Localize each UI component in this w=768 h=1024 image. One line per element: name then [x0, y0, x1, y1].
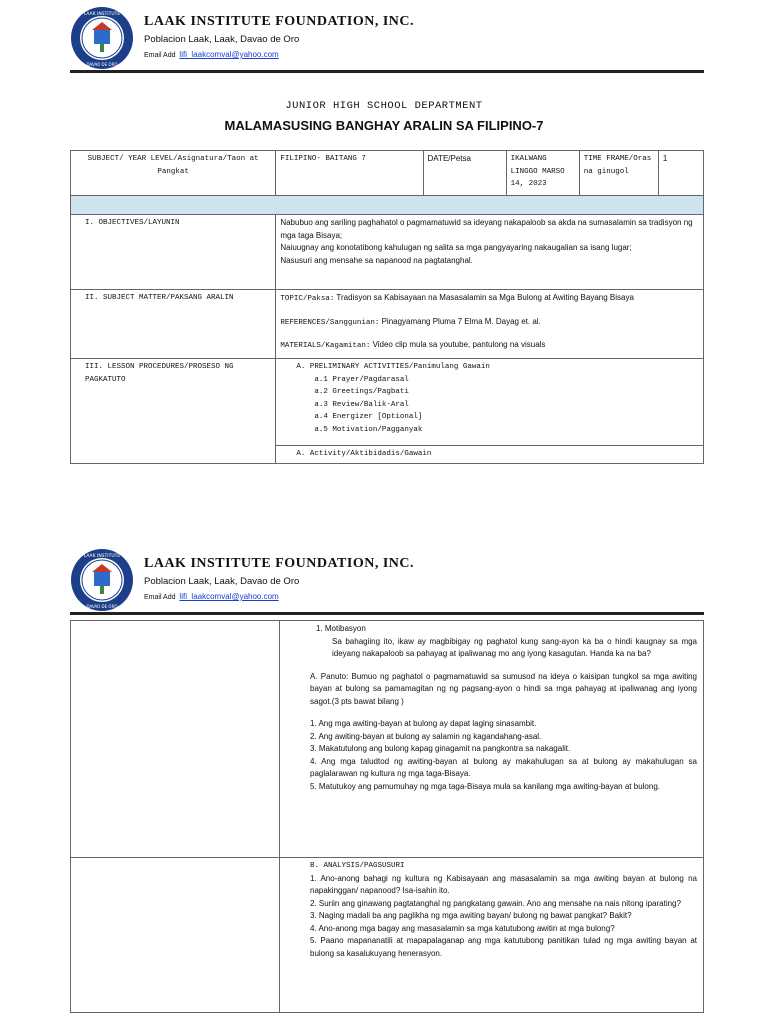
prelim-item-4: a.4 Energizer [Optional] — [314, 413, 423, 421]
analysis-item-1: 1. Ano-anong bahagi ng kultura ng Kabisayaan ang masasalamin sa mga awiting bayan at bulong na napakinggan/ napanood? Isa-isahin ito. — [310, 873, 697, 895]
org-email-line — [144, 50, 279, 59]
objectives-row — [71, 215, 704, 290]
materials-label: MATERIALS/Kagamitan: — [280, 342, 371, 350]
school-seal-logo — [70, 548, 134, 612]
header-rule — [70, 612, 704, 615]
date-value: IKALWANG LINGGO MARSO 14, 2023 — [506, 151, 579, 196]
analysis-item-3: 3. Naging madali ba ang paglikha ng mga awiting bayan/ bulong ng bawat pangkat? Bakit? — [310, 911, 632, 920]
lesson-plan-table — [70, 150, 704, 464]
references-label: REFERENCES/Sanggunian: — [280, 318, 380, 327]
svg-text:LAAK INSTITUTE: LAAK INSTITUTE — [83, 554, 121, 559]
header-rule — [70, 70, 704, 73]
org-email-line — [144, 592, 279, 601]
motivation-heading: 1. Motibasyon — [316, 624, 366, 633]
analysis-heading: B. ANALYSIS/PAGSUSURI — [310, 862, 405, 870]
topic-label: TOPIC/Paksa: — [280, 295, 335, 303]
analysis-item-5: 5. Paano mapananatili at mapapalaganap ang mga katutubong panitikan tulad ng mga awiting bayan at bulong sa kasalukuyang henerasyon. — [310, 936, 697, 958]
letterhead-page-two — [70, 548, 710, 610]
letterhead — [70, 6, 710, 68]
statement-1: 1. Ang mga awiting-bayan at bulong ay dapat laging sinasambit. — [310, 719, 537, 728]
svg-text:LAAK INSTITUTE: LAAK INSTITUTE — [83, 12, 121, 17]
time-label: TIME FRAME/Oras na ginugol — [579, 151, 658, 196]
svg-text:DAVAO DE ORO: DAVAO DE ORO — [86, 62, 118, 67]
statement-4: 4. Ang mga taludtod ng awiting-bayan at bulong ay makahulugan sa at bulong ay makahulugan sa paglalarawan ng kultura ng mga taga-Bisaya. — [310, 756, 697, 778]
time-value: 1 — [658, 151, 703, 196]
objectives-content — [276, 215, 704, 290]
subject-matter-label: II. SUBJECT MATTER/PAKSANG ARALIN — [71, 290, 276, 359]
prelim-item-3: a.3 Review/Balik-Aral — [314, 400, 409, 409]
procedures-label: III. LESSON PROCEDURES/PROSESO NG PAGKATUTO — [71, 359, 276, 464]
left-empty-cell-2 — [71, 858, 280, 1013]
motivation-row — [71, 621, 704, 858]
prelim-item-2: a.2 Greetings/Pagbati — [314, 388, 409, 396]
topic-line — [280, 292, 699, 306]
department-heading: JUNIOR HIGH SCHOOL DEPARTMENT — [285, 100, 483, 112]
subject-matter-row — [71, 290, 704, 359]
statement-5: 5. Matutukoy ang pamumuhay ng mga taga-Bisaya mula sa kanilang mga awiting-bayan at bulong. — [310, 781, 660, 791]
motivation-content — [280, 621, 704, 858]
page-two — [0, 540, 768, 1024]
analysis-item-2: 2. Suriin ang ginawang pagtatanghal ng pangkatang gawain. Ano ang mensahe na nais nitong iparating? — [310, 898, 681, 908]
preliminary-heading: A. PRELIMINARY ACTIVITIES/Panimulang Gawain — [296, 363, 490, 371]
panuto-text: A. Panuto: Bumuo ng paghatol o pagmamatuwid sa sumusod na ideya o kaisipan tungkol sa mga awiting bayan at bulong sa pamamagitan ng ng pagsang-ayon o hindi sa mga pahayag at ipaliwanag ang iyong sagot.(3 pts bawat bilang ) — [310, 671, 697, 706]
email-link[interactable]: lifi_laakcomval@yahoo.com — [179, 592, 279, 601]
procedures-row — [71, 359, 704, 446]
activity-heading: A. Activity/Aktibidadis/Gawain — [276, 446, 704, 464]
email-label: Email Add — [144, 594, 176, 601]
lesson-plan-title: MALAMASUSING BANGHAY ARALIN SA FILIPINO-7 — [224, 118, 544, 133]
objective-3: Nasusuri ang mensahe sa napanood na pagtatanghal. — [280, 255, 473, 265]
org-address: Poblacion Laak, Laak, Davao de Oro — [144, 34, 300, 45]
lesson-plan-table-continued — [70, 620, 704, 1013]
references-line — [280, 316, 699, 330]
blue-band — [71, 196, 704, 215]
references-text: Pinagyamang Pluma 7 Elma M. Dayag et. al. — [381, 316, 541, 326]
subject-matter-content — [276, 290, 704, 359]
analysis-item-4: 4. Ano-anong mga bagay ang masasalamin sa mga katutubong awitin at mga bulong? — [310, 923, 615, 933]
motivation-text: Sa bahagiing ito, ikaw ay magbibigay ng paghatol kung sang-ayon ka ba o hindi kaugnay sa mga ideyang nakapaloob sa pahayag at ipaliwanag mo ang iyong kasagutan. Handa ka na ba? — [332, 636, 697, 658]
org-name: LAAK INSTITUTE FOUNDATION, INC. — [144, 556, 415, 571]
analysis-content — [280, 858, 704, 1013]
analysis-row — [71, 858, 704, 1013]
statement-2: 2. Ang awiting-bayan at bulong ay salamin ng kagandahang-asal. — [310, 731, 542, 741]
page-one — [0, 0, 768, 500]
materials-line — [280, 339, 699, 353]
objective-1: Nabubuo ang sariling paghahatol o pagmamatuwid sa ideyang nakapaloob sa akda na sumasalamin sa tradisyon ng mga taga Bisaya; — [280, 218, 693, 240]
subject-value: FILIPINO- BAITANG 7 — [276, 151, 423, 196]
subject-label: SUBJECT/ YEAR LEVEL/Asignatura/Taon at Pangkat — [71, 151, 276, 196]
email-label: Email Add — [144, 52, 176, 59]
objectives-label: I. OBJECTIVES/LAYUNIN — [71, 215, 276, 290]
materials-text: Video clip mula sa youtube, pantulong na visuals — [372, 340, 546, 349]
info-row — [71, 151, 704, 196]
prelim-item-5: a.5 Motivation/Pagganyak — [314, 425, 423, 434]
prelim-item-1: a.1 Prayer/Pagdarasal — [314, 375, 409, 384]
objective-2: Naiuugnay ang konotatibong kahulugan ng salita sa mga pangyayaring nakaugalian sa isang lugar; — [280, 243, 632, 252]
topic-text: Tradisyon sa Kabisayaan na Masasalamin sa Mga Bulong at Awiting Bayang Bisaya — [336, 293, 634, 302]
statement-3: 3. Makatutulong ang bulong kapag ginagamit na pangkontra sa nakagalit. — [310, 744, 571, 753]
preliminary-content — [276, 359, 704, 446]
svg-text:DAVAO DE ORO: DAVAO DE ORO — [86, 604, 118, 609]
blue-separator-row — [71, 196, 704, 215]
school-seal-logo — [70, 6, 134, 70]
email-link[interactable]: lifi_laakcomval@yahoo.com — [179, 50, 279, 59]
org-name: LAAK INSTITUTE FOUNDATION, INC. — [144, 14, 415, 29]
org-address: Poblacion Laak, Laak, Davao de Oro — [144, 576, 300, 587]
left-empty-cell — [71, 621, 280, 858]
date-label: DATE/Petsa — [423, 151, 506, 196]
